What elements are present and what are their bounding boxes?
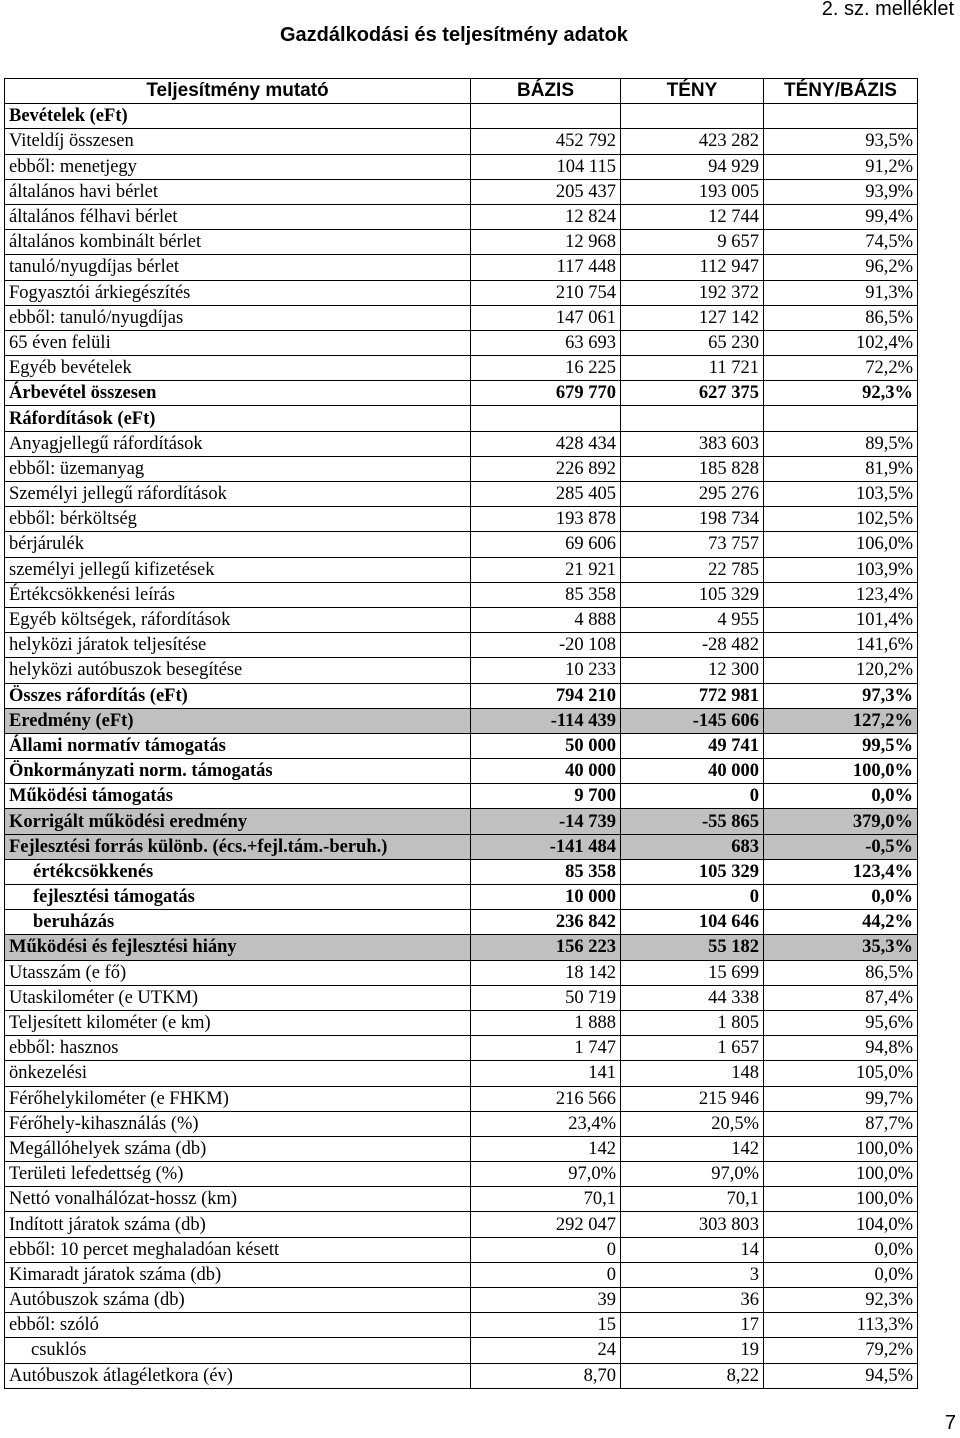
ratio-value: 0,0% [764,1237,918,1262]
bazis-value: 104 115 [471,154,621,179]
ratio-value: 91,3% [764,280,918,305]
bazis-value: 12 824 [471,204,621,229]
bazis-value: -141 484 [471,834,621,859]
bazis-value: 50 719 [471,985,621,1010]
ratio-value: 99,5% [764,733,918,758]
teny-value: 40 000 [621,759,764,784]
column-header-indicator: Teljesítmény mutató [5,79,471,104]
bazis-value: 428 434 [471,431,621,456]
teny-value: 36 [621,1288,764,1313]
teny-value: 9 657 [621,230,764,255]
page-title: Gazdálkodási és teljesítmény adatok [280,24,628,46]
ratio-value: 100,0% [764,1187,918,1212]
teny-value: 55 182 [621,935,764,960]
teny-value: -55 865 [621,809,764,834]
ratio-value: 72,2% [764,356,918,381]
row-label: Ráfordítások (eFt) [5,406,471,431]
teny-value: 215 946 [621,1086,764,1111]
teny-value: 0 [621,784,764,809]
teny-value: 20,5% [621,1111,764,1136]
bazis-value: 69 606 [471,532,621,557]
bazis-value: 63 693 [471,330,621,355]
table-row [5,859,918,884]
table-row [5,733,918,758]
row-label: Összes ráfordítás (eFt) [5,683,471,708]
row-label: Teljesített kilométer (e km) [5,1010,471,1035]
bazis-value: 9 700 [471,784,621,809]
row-label: Férőhely-kihasználás (%) [5,1111,471,1136]
ratio-value: 94,8% [764,1036,918,1061]
table-row [5,708,918,733]
bazis-value: 292 047 [471,1212,621,1237]
table-row [5,985,918,1010]
row-label: Személyi jellegű ráfordítások [5,482,471,507]
teny-value: 14 [621,1237,764,1262]
table-row [5,1338,918,1363]
teny-value: 192 372 [621,280,764,305]
table-row [5,129,918,154]
bazis-value: 117 448 [471,255,621,280]
table-row [5,280,918,305]
ratio-value: 95,6% [764,1010,918,1035]
ratio-value: 102,4% [764,330,918,355]
bazis-value: 0 [471,1237,621,1262]
bazis-value: 40 000 [471,759,621,784]
ratio-value: 99,4% [764,204,918,229]
teny-value: 22 785 [621,557,764,582]
teny-value: 303 803 [621,1212,764,1237]
ratio-value: 103,5% [764,482,918,507]
table-row [5,1010,918,1035]
table-row [5,381,918,406]
row-label: Kimaradt járatok száma (db) [5,1262,471,1287]
teny-value: 3 [621,1262,764,1287]
bazis-value: -114 439 [471,708,621,733]
bazis-value: 15 [471,1313,621,1338]
row-label: Utasszám (e fő) [5,960,471,985]
table-row [5,204,918,229]
teny-value: 15 699 [621,960,764,985]
table-row [5,154,918,179]
ratio-value: 96,2% [764,255,918,280]
teny-value: 423 282 [621,129,764,154]
row-label: Nettó vonalhálózat-hossz (km) [5,1187,471,1212]
table-row [5,960,918,985]
row-label: Bevételek (eFt) [5,104,471,129]
bazis-value: 12 968 [471,230,621,255]
ratio-value: 102,5% [764,507,918,532]
row-label: Viteldíj összesen [5,129,471,154]
table-row [5,507,918,532]
ratio-value: 86,5% [764,960,918,985]
bazis-value: 39 [471,1288,621,1313]
bazis-value: 24 [471,1338,621,1363]
performance-table [4,78,918,1389]
ratio-value: 379,0% [764,809,918,834]
bazis-value: 285 405 [471,482,621,507]
table-row [5,582,918,607]
teny-value [621,406,764,431]
ratio-value: 100,0% [764,1136,918,1161]
ratio-value: 0,0% [764,784,918,809]
ratio-value: 0,0% [764,885,918,910]
teny-value: 44 338 [621,985,764,1010]
row-label: helyközi járatok teljesítése [5,633,471,658]
row-label: ebből: hasznos [5,1036,471,1061]
ratio-value: 97,3% [764,683,918,708]
table-row [5,1136,918,1161]
ratio-value: 93,9% [764,179,918,204]
bazis-value: 85 358 [471,582,621,607]
ratio-value: 123,4% [764,582,918,607]
table-row [5,633,918,658]
teny-value: 627 375 [621,381,764,406]
teny-value: 17 [621,1313,764,1338]
teny-value: 0 [621,885,764,910]
teny-value: 148 [621,1061,764,1086]
ratio-value: 35,3% [764,935,918,960]
teny-value: -145 606 [621,708,764,733]
bazis-value: 226 892 [471,456,621,481]
table-row [5,179,918,204]
teny-value: 19 [621,1338,764,1363]
ratio-value: 123,4% [764,859,918,884]
table-row [5,482,918,507]
table-row [5,1187,918,1212]
teny-value: 104 646 [621,910,764,935]
bazis-value: 8,70 [471,1363,621,1388]
bazis-value: 236 842 [471,910,621,935]
row-label: Egyéb bevételek [5,356,471,381]
table-row [5,305,918,330]
row-label: Önkormányzati norm. támogatás [5,759,471,784]
table-row [5,330,918,355]
row-label: Értékcsökkenési leírás [5,582,471,607]
row-label: Utaskilométer (e UTKM) [5,985,471,1010]
bazis-value: 21 921 [471,557,621,582]
ratio-value: 87,4% [764,985,918,1010]
ratio-value: 92,3% [764,381,918,406]
bazis-value: 1 747 [471,1036,621,1061]
row-label: önkezelési [5,1061,471,1086]
table-row [5,1262,918,1287]
ratio-value: 94,5% [764,1363,918,1388]
ratio-value: 44,2% [764,910,918,935]
bazis-value: 16 225 [471,356,621,381]
teny-value: 105 329 [621,859,764,884]
teny-value: 185 828 [621,456,764,481]
teny-value: 295 276 [621,482,764,507]
table-body [5,104,918,1389]
row-label: Egyéb költségek, ráfordítások [5,607,471,632]
row-label: Területi lefedettség (%) [5,1162,471,1187]
ratio-value: 91,2% [764,154,918,179]
row-label: Állami normatív támogatás [5,733,471,758]
ratio-value [764,104,918,129]
teny-value: 49 741 [621,733,764,758]
row-label: Működési támogatás [5,784,471,809]
bazis-value: 1 888 [471,1010,621,1035]
table-row [5,230,918,255]
bazis-value: 193 878 [471,507,621,532]
row-label: Anyagjellegű ráfordítások [5,431,471,456]
teny-value: 4 955 [621,607,764,632]
ratio-value: 81,9% [764,456,918,481]
ratio-value: 103,9% [764,557,918,582]
bazis-value: 85 358 [471,859,621,884]
page-number: 7 [944,1412,956,1434]
row-label: Árbevétel összesen [5,381,471,406]
row-label: tanuló/nyugdíjas bérlet [5,255,471,280]
ratio-value: 0,0% [764,1262,918,1287]
teny-value: 198 734 [621,507,764,532]
ratio-value [764,406,918,431]
bazis-value: 18 142 [471,960,621,985]
bazis-value: 147 061 [471,305,621,330]
bazis-value: 142 [471,1136,621,1161]
ratio-value: 127,2% [764,708,918,733]
row-label: általános kombinált bérlet [5,230,471,255]
table-row [5,784,918,809]
table-row [5,255,918,280]
bazis-value: -14 739 [471,809,621,834]
ratio-value: 120,2% [764,658,918,683]
row-label: Fogyasztói árkiegészítés [5,280,471,305]
teny-value: 105 329 [621,582,764,607]
row-label: Eredmény (eFt) [5,708,471,733]
teny-value: 1 805 [621,1010,764,1035]
bazis-value: 70,1 [471,1187,621,1212]
table-row [5,910,918,935]
teny-value: 772 981 [621,683,764,708]
teny-value: -28 482 [621,633,764,658]
ratio-value: 104,0% [764,1212,918,1237]
ratio-value: -0,5% [764,834,918,859]
teny-value: 94 929 [621,154,764,179]
bazis-value [471,104,621,129]
ratio-value: 74,5% [764,230,918,255]
table-row [5,683,918,708]
table-row [5,557,918,582]
bazis-value: 156 223 [471,935,621,960]
table-row [5,104,918,129]
table-row [5,1212,918,1237]
ratio-value: 113,3% [764,1313,918,1338]
row-label: ebből: szóló [5,1313,471,1338]
ratio-value: 100,0% [764,1162,918,1187]
row-label: Fejlesztési forrás különb. (écs.+fejl.tám.-beruh.) [5,834,471,859]
table-row [5,532,918,557]
ratio-value: 99,7% [764,1086,918,1111]
ratio-value: 101,4% [764,607,918,632]
row-label: személyi jellegű kifizetések [5,557,471,582]
row-label: 65 éven felüli [5,330,471,355]
teny-value: 8,22 [621,1363,764,1388]
teny-value: 73 757 [621,532,764,557]
row-label: helyközi autóbuszok besegítése [5,658,471,683]
table-row [5,935,918,960]
teny-value: 142 [621,1136,764,1161]
teny-value: 12 744 [621,204,764,229]
column-header-bazis: BÁZIS [471,79,621,104]
teny-value: 65 230 [621,330,764,355]
row-label: csuklós [5,1338,471,1363]
teny-value: 70,1 [621,1187,764,1212]
row-label: ebből: üzemanyag [5,456,471,481]
table-row [5,1162,918,1187]
table-row [5,431,918,456]
column-header-teny: TÉNY [621,79,764,104]
teny-value: 112 947 [621,255,764,280]
row-label: ebből: 10 percet meghaladóan késett [5,1237,471,1262]
teny-value: 193 005 [621,179,764,204]
table-row [5,1237,918,1262]
teny-value: 683 [621,834,764,859]
ratio-value: 79,2% [764,1338,918,1363]
row-label: értékcsökkenés [5,859,471,884]
teny-value: 383 603 [621,431,764,456]
column-header-ratio: TÉNY/BÁZIS [764,79,918,104]
table-row [5,658,918,683]
row-label: általános havi bérlet [5,179,471,204]
row-label: ebből: menetjegy [5,154,471,179]
bazis-value: 205 437 [471,179,621,204]
ratio-value: 106,0% [764,532,918,557]
table-row [5,809,918,834]
row-label: Férőhelykilométer (e FHKM) [5,1086,471,1111]
row-label: ebből: tanuló/nyugdíjas [5,305,471,330]
ratio-value: 100,0% [764,759,918,784]
row-label: fejlesztési támogatás [5,885,471,910]
table-row [5,406,918,431]
row-label: Korrigált működési eredmény [5,809,471,834]
row-label: ebből: bérköltség [5,507,471,532]
table-row [5,1288,918,1313]
bazis-value: 452 792 [471,129,621,154]
table-row [5,1111,918,1136]
table-row [5,456,918,481]
bazis-value [471,406,621,431]
table-row [5,1313,918,1338]
table-row [5,1061,918,1086]
table-row [5,759,918,784]
bazis-value: 10 233 [471,658,621,683]
bazis-value: 4 888 [471,607,621,632]
bazis-value: 216 566 [471,1086,621,1111]
row-label: általános félhavi bérlet [5,204,471,229]
table-row [5,1086,918,1111]
teny-value [621,104,764,129]
teny-value: 11 721 [621,356,764,381]
bazis-value: -20 108 [471,633,621,658]
table-row [5,356,918,381]
table-row [5,885,918,910]
annex-label: 2. sz. melléklet [821,0,954,20]
bazis-value: 210 754 [471,280,621,305]
ratio-value: 141,6% [764,633,918,658]
row-label: beruházás [5,910,471,935]
teny-value: 97,0% [621,1162,764,1187]
teny-value: 1 657 [621,1036,764,1061]
ratio-value: 92,3% [764,1288,918,1313]
ratio-value: 93,5% [764,129,918,154]
ratio-value: 89,5% [764,431,918,456]
bazis-value: 10 000 [471,885,621,910]
table-row [5,607,918,632]
row-label: Autóbuszok átlagéletkora (év) [5,1363,471,1388]
ratio-value: 86,5% [764,305,918,330]
row-label: Autóbuszok száma (db) [5,1288,471,1313]
row-label: Megállóhelyek száma (db) [5,1136,471,1161]
bazis-value: 794 210 [471,683,621,708]
bazis-value: 679 770 [471,381,621,406]
bazis-value: 50 000 [471,733,621,758]
bazis-value: 97,0% [471,1162,621,1187]
table-row [5,1363,918,1388]
bazis-value: 141 [471,1061,621,1086]
table-row [5,1036,918,1061]
ratio-value: 105,0% [764,1061,918,1086]
row-label: Indított járatok száma (db) [5,1212,471,1237]
row-label: bérjárulék [5,532,471,557]
row-label: Működési és fejlesztési hiány [5,935,471,960]
bazis-value: 0 [471,1262,621,1287]
teny-value: 127 142 [621,305,764,330]
bazis-value: 23,4% [471,1111,621,1136]
ratio-value: 87,7% [764,1111,918,1136]
table-header-row [5,79,918,104]
table-row [5,834,918,859]
teny-value: 12 300 [621,658,764,683]
